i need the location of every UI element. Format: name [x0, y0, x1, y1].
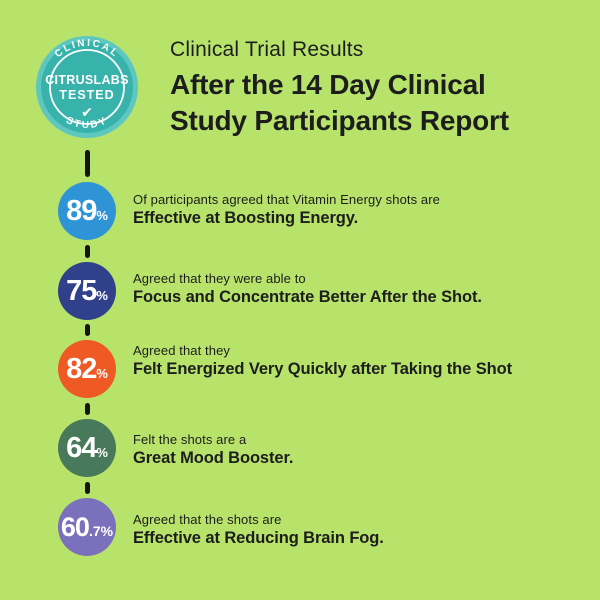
page-title [170, 67, 585, 140]
citruslabs-tested-badge [35, 35, 139, 139]
header-eyebrow: Clinical Trial Results [170, 38, 364, 61]
stat-value [66, 352, 108, 385]
stat-description: Agreed that they were able to [133, 271, 306, 286]
stat-description: Agreed that the shots are [133, 512, 282, 527]
badge-arc-top-text: CLINICAL [52, 37, 122, 61]
stat-number: 64 [66, 431, 97, 464]
stat-description: Felt the shots are a [133, 432, 247, 447]
stat-suffix: .7% [88, 522, 114, 539]
stat-text-energized-quickly [133, 343, 588, 379]
stat-value [66, 194, 108, 227]
stat-headline: Focus and Concentrate Better After the Shot. [133, 288, 482, 306]
stat-headline: Felt Energized Very Quickly after Taking the Shot [133, 360, 512, 378]
stat-value [66, 274, 108, 307]
stat-circle-brain-fog [58, 498, 116, 556]
connector-line [85, 482, 90, 494]
stat-text-boosting-energy [133, 192, 588, 228]
stat-headline: Great Mood Booster. [133, 449, 294, 467]
stat-headline: Effective at Reducing Brain Fog. [133, 529, 384, 547]
stat-number: 60 [60, 511, 89, 542]
badge-arc-bottom-text: STUDY [64, 114, 110, 132]
stat-text-mood-booster [133, 432, 588, 468]
stat-suffix: % [96, 207, 108, 223]
badge-name-line1: CITRUSLABS [45, 73, 129, 87]
connector-line [85, 324, 90, 336]
stat-value [66, 431, 108, 464]
stat-suffix: % [96, 365, 108, 381]
stat-number: 75 [66, 274, 97, 307]
stat-number: 89 [66, 194, 97, 227]
check-icon: ✔ [81, 104, 93, 120]
stat-circle-energized-quickly [58, 340, 116, 398]
stat-suffix: % [96, 444, 108, 460]
stat-circle-focus [58, 262, 116, 320]
connector-line [85, 245, 90, 258]
title-line1: After the 14 Day Clinical [170, 69, 486, 100]
stat-text-focus [133, 271, 588, 307]
stat-text-brain-fog [133, 512, 588, 548]
stat-circle-mood-booster [58, 419, 116, 477]
stat-suffix: % [96, 287, 108, 303]
connector-line [85, 150, 90, 177]
stat-value [60, 511, 114, 542]
title-line2: Study Participants Report [170, 105, 509, 137]
stat-circle-boosting-energy [58, 182, 116, 240]
connector-line [85, 403, 90, 415]
stat-description: Agreed that they [133, 343, 230, 358]
badge-name-line2: TESTED [59, 88, 115, 102]
stat-description: Of participants agreed that Vitamin Energy shots are [133, 192, 441, 207]
stat-number: 82 [66, 352, 97, 385]
header [170, 38, 585, 140]
stat-headline: Effective at Boosting Energy. [133, 209, 359, 227]
